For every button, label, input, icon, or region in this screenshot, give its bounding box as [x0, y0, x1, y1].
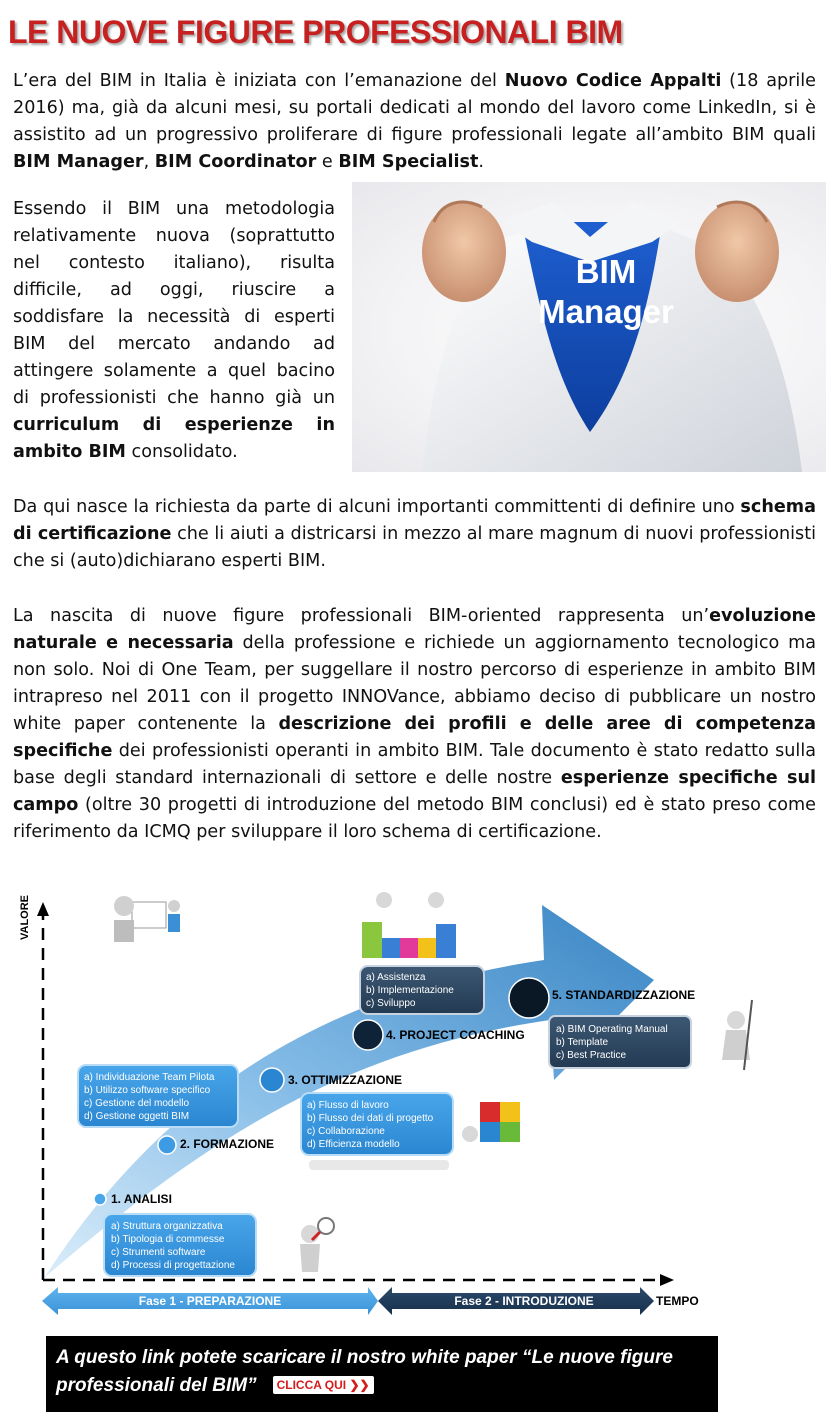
text-run: Da qui nasce la richiesta da parte di alcuni importanti committenti di definire uno — [13, 497, 741, 517]
x-axis-label: TEMPO — [656, 1294, 699, 1308]
step5-label: 5. STANDARDIZZAZIONE — [552, 988, 696, 1002]
text-run: che li aiuti a districarsi in mezzo al mare magnum di nuovi professionisti che si (auto)dichiarano esperti BIM. — [13, 524, 816, 571]
banner-line1: A questo link potete scaricare il nostro white paper “Le nuove figure — [56, 1347, 673, 1368]
puzzle-pieces-icon — [462, 1102, 520, 1142]
standard-bearer-figure-icon — [722, 1000, 752, 1070]
step3-marker — [260, 1068, 284, 1092]
download-banner — [46, 1336, 718, 1412]
bold-text-run: descrizione dei profili e delle aree di competenza specifiche — [13, 714, 816, 761]
team-puzzle-icon — [362, 892, 456, 958]
text-run: e — [316, 152, 339, 172]
phase1-label: Fase 1 - PREPARAZIONE — [138, 1294, 282, 1308]
intro-paragraph — [13, 68, 816, 176]
hero-label — [369, 252, 826, 332]
method-paragraph — [13, 196, 335, 466]
bold-text-run: BIM Manager — [13, 152, 144, 172]
step4-marker — [353, 1020, 383, 1050]
diagram-svg — [14, 880, 804, 1320]
banner-line2: professionali del BIM” — [56, 1375, 257, 1396]
y-axis-label: VALORE — [19, 894, 31, 940]
magnifier-figure-icon — [300, 1218, 334, 1272]
text-run: (oltre 30 progetti di introduzione del metodo BIM conclusi) ed è stato preso come riferimento da ICMQ per sviluppare il loro schema di certificazione. — [13, 795, 816, 842]
bold-text-run: evoluzione naturale e necessaria — [13, 606, 816, 653]
hero-label-line2: Manager — [538, 293, 674, 330]
step4-label: 4. PROJECT COACHING — [386, 1028, 525, 1042]
step1-label: 1. ANALISI — [111, 1192, 172, 1206]
text-run: Essendo il BIM una metodologia relativamente nuova (soprattutto nel contesto italiano), risulta difficile, ad oggi, riuscire a soddisfare la necessità di esperti BIM del mercato andando ad attingere solamente a quel bacino di professionisti che hanno già un — [13, 199, 335, 408]
bim-manager-hero-image — [352, 182, 826, 472]
text-run: , — [143, 152, 155, 172]
certification-paragraph — [13, 494, 816, 575]
hero-label-line1: BIM — [575, 253, 637, 290]
download-link-button[interactable]: CLICCA QUI ❯❯ — [273, 1376, 374, 1394]
text-run: della professione e richiede un aggiornamento tecnologico ma non solo. Noi di One Team, per suggellare il nostro percorso di esperienze in ambito BIM intrapreso nel 2011 con il progetto INNOVance, abbiamo deciso di pubblicare un nostro white paper contenente la — [13, 633, 816, 734]
bold-text-run: schema di certificazione — [13, 497, 816, 544]
text-run: dei professionisti operanti in ambito BIM. Tale documento è stato redatto sulla base degli standard internazionali di settore e delle nostre — [13, 741, 816, 788]
text-run: L’era del BIM in Italia è iniziata con l’emanazione del — [13, 71, 505, 91]
phase2-label: Fase 2 - INTRODUZIONE — [454, 1294, 594, 1308]
step3-label: 3. OTTIMIZZAZIONE — [288, 1073, 402, 1087]
text-run: (18 aprile 2016) ma, già da alcuni mesi, su portali dedicati al mondo del lavoro come LinkedIn, si è assistito ad un progressivo proliferare di figure professionali legate all’ambito BIM quali — [13, 71, 816, 145]
bold-text-run: Nuovo Codice Appalti — [504, 71, 722, 91]
bold-text-run: esperienze specifiche sul campo — [13, 768, 817, 815]
step3-items: a) Flusso di lavoro b) Flusso dei dati di progetto c) Collaborazione d) Efficienza modello — [307, 1100, 434, 1150]
step4-items: a) Assistenza b) Implementazione c) Sviluppo — [366, 972, 454, 1009]
bold-text-run: BIM Coordinator — [154, 152, 317, 172]
bold-text-run: curriculum di esperienze in ambito BIM — [13, 415, 335, 462]
step2-marker — [158, 1136, 176, 1154]
whitepaper-paragraph — [13, 603, 816, 846]
step2-items: a) Individuazione Team Pilota b) Utilizzo software specifico c) Gestione del modello d) Gestione oggetti BIM — [84, 1072, 215, 1122]
step1-marker — [94, 1193, 106, 1205]
page-title: LE NUOVE FIGURE PROFESSIONALI BIM — [8, 14, 623, 50]
trainer-figure-icon — [114, 896, 180, 942]
text-run: consolidato. — [125, 442, 238, 462]
text-run: . — [478, 152, 485, 172]
banner-line2-row — [56, 1372, 708, 1400]
bim-process-diagram — [14, 880, 804, 1320]
step5-items: a) BIM Operating Manual b) Template c) Best Practice — [556, 1024, 668, 1061]
text-run: La nascita di nuove figure professionali BIM-oriented rappresenta un’ — [13, 606, 710, 626]
step2-label: 2. FORMAZIONE — [180, 1137, 275, 1151]
step5-marker — [509, 978, 549, 1018]
bold-text-run: BIM Specialist — [338, 152, 479, 172]
step1-items: a) Struttura organizzativa b) Tipologia di commesse c) Strumenti software d) Processi di progettazione — [111, 1221, 235, 1271]
